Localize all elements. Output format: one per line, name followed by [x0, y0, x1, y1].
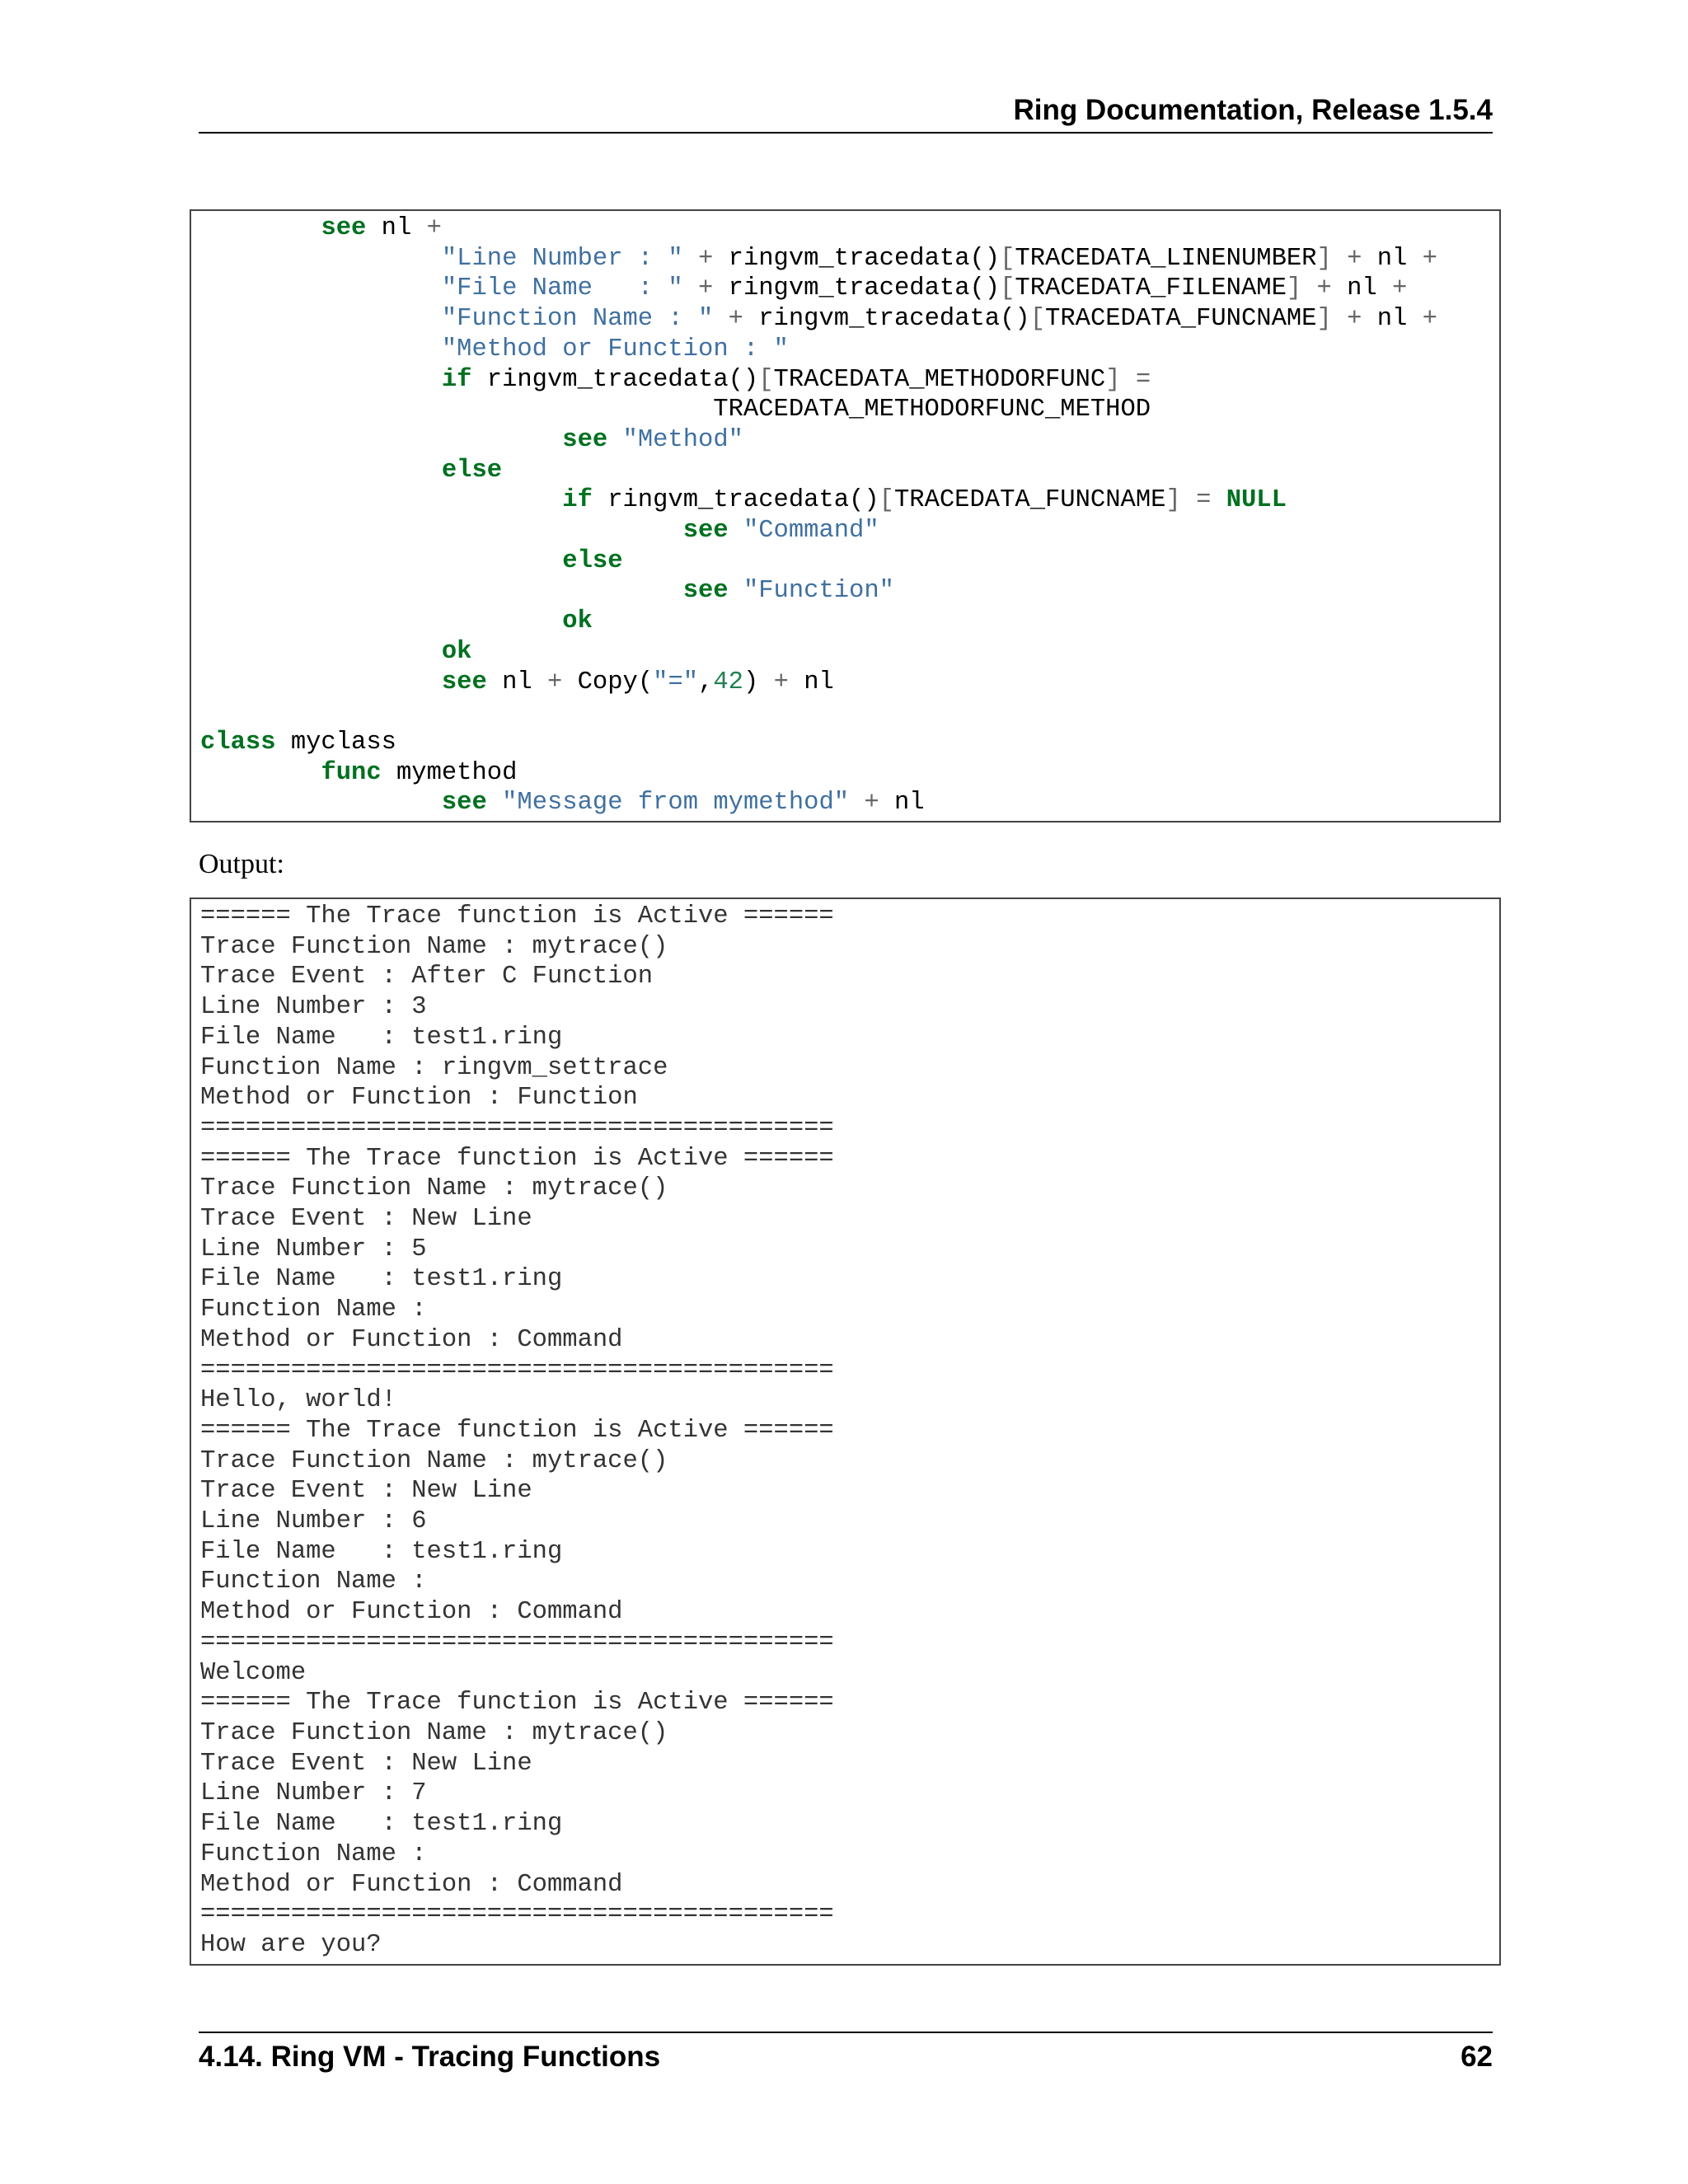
code-token: [	[1029, 305, 1046, 334]
code-token	[200, 335, 442, 363]
code-token: +	[773, 668, 789, 696]
code-block	[190, 209, 1501, 823]
code-token	[200, 759, 321, 787]
code-token: "Function Name : "	[441, 305, 714, 334]
output-line: Line Number : 5	[200, 1235, 427, 1263]
output-line: ====== The Trace function is Active ======	[200, 1416, 834, 1445]
output-line: ====== The Trace function is Active ======	[200, 902, 834, 930]
code-token: ,	[698, 668, 714, 696]
code-token: nl	[879, 789, 925, 818]
code-token	[200, 517, 683, 545]
code-line	[200, 396, 1151, 424]
code-token: ]	[1316, 244, 1332, 273]
output-line: Function Name : ringvm_settrace	[200, 1053, 668, 1082]
code-line	[200, 457, 502, 485]
code-token	[200, 607, 562, 635]
code-token: ]	[1165, 486, 1181, 515]
code-token: +	[1347, 305, 1362, 334]
output-line: Trace Event : After C Function	[200, 963, 654, 991]
code-line	[200, 638, 471, 666]
output-line: Method or Function : Command	[200, 1325, 623, 1354]
page-footer	[199, 2032, 1493, 2081]
code-token	[200, 214, 321, 242]
code-token: +	[1347, 244, 1362, 273]
code-token: TRACEDATA_FUNCNAME	[1045, 305, 1317, 334]
code-token	[1332, 245, 1347, 273]
code-token: +	[864, 789, 879, 818]
code-token: else	[562, 546, 623, 575]
code-token	[200, 305, 442, 333]
output-line: Line Number : 3	[200, 993, 427, 1022]
code-token: "File Name : "	[441, 274, 683, 303]
code-token: +	[1422, 244, 1437, 273]
code-line	[200, 366, 1151, 394]
code-token: see	[682, 577, 729, 606]
code-token: +	[728, 305, 743, 334]
code-token	[729, 517, 743, 545]
code-token: TRACEDATA_METHODORFUNC	[773, 365, 1106, 394]
code-token: "Method"	[622, 425, 743, 454]
code-token	[200, 486, 562, 514]
code-token	[200, 577, 683, 605]
code-token: Copy(	[562, 668, 654, 696]
code-token	[200, 426, 562, 454]
code-line	[200, 668, 834, 696]
output-line: How are you?	[200, 1930, 382, 1959]
code-token: ok	[562, 607, 593, 636]
output-line: Trace Function Name : mytrace()	[200, 1174, 668, 1203]
code-token: ringvm_tracedata()	[471, 365, 759, 394]
code-token: =	[1135, 365, 1151, 394]
code-token: see	[441, 789, 487, 818]
output-line: File Name : test1.ring	[200, 1810, 563, 1839]
code-token	[713, 305, 728, 333]
code-token: ringvm_tracedata()	[592, 486, 879, 515]
page-number: 62	[1461, 2041, 1493, 2073]
code-token: ]	[1316, 305, 1332, 334]
code-line	[200, 245, 1437, 273]
output-line: ====== The Trace function is Active ======	[200, 1689, 834, 1718]
code-token: see	[441, 668, 487, 696]
code-token	[200, 547, 562, 575]
output-line: ==========================================	[200, 1628, 834, 1657]
code-token: "Function"	[743, 577, 894, 606]
output-block	[190, 898, 1501, 1966]
code-token: ringvm_tracedata()	[713, 244, 1001, 273]
code-token: nl	[1362, 305, 1423, 334]
code-token: nl	[1331, 274, 1393, 303]
code-token: +	[1422, 305, 1437, 334]
output-line: ====== The Trace function is Active ======	[200, 1144, 834, 1173]
code-token	[1332, 305, 1347, 333]
code-line	[200, 517, 879, 545]
code-token	[683, 274, 698, 302]
code-token	[200, 789, 442, 817]
code-token	[200, 457, 442, 485]
code-token: else	[441, 456, 503, 485]
code-token: class	[200, 728, 276, 757]
output-line: Function Name :	[200, 1296, 427, 1324]
code-token	[729, 577, 743, 605]
output-line: ==========================================	[200, 1113, 834, 1142]
code-token: myclass	[275, 728, 396, 757]
output-line: Welcome	[200, 1658, 307, 1687]
output-line: Function Name :	[200, 1568, 427, 1596]
code-token: ]	[1105, 365, 1121, 394]
output-line: File Name : test1.ring	[200, 1023, 563, 1052]
output-line: Trace Event : New Line	[200, 1205, 532, 1234]
code-token: see	[682, 517, 729, 546]
code-token: ok	[441, 637, 472, 666]
code-token: 42	[713, 668, 743, 696]
code-line	[200, 607, 593, 635]
code-token	[1301, 274, 1316, 302]
code-token: +	[698, 244, 714, 273]
footer-section: 4.14. Ring VM - Tracing Functions	[199, 2041, 661, 2073]
code-token: if	[441, 365, 472, 394]
code-token: ringvm_tracedata()	[743, 305, 1030, 334]
code-token: +	[1392, 274, 1408, 303]
page-header	[199, 89, 1493, 134]
output-line: ==========================================	[200, 1900, 834, 1929]
code-token: see	[321, 214, 367, 242]
code-token: +	[547, 668, 563, 696]
code-token: TRACEDATA_FUNCNAME	[893, 486, 1166, 515]
code-token	[200, 366, 442, 394]
code-token: nl	[486, 668, 547, 696]
output-line: Line Number : 6	[200, 1507, 427, 1536]
output-line: Trace Event : New Line	[200, 1749, 532, 1778]
code-token: "Command"	[743, 517, 879, 546]
code-token: )	[743, 668, 774, 696]
code-line	[200, 486, 1287, 514]
output-line: ==========================================	[200, 1356, 834, 1385]
code-line	[200, 335, 789, 363]
code-token: nl	[1362, 244, 1423, 273]
code-token: NULL	[1226, 486, 1287, 515]
code-token: if	[562, 486, 593, 515]
code-token: TRACEDATA_METHODORFUNC_METHOD	[200, 396, 1151, 424]
code-token: "Line Number : "	[441, 244, 683, 273]
code-token	[849, 789, 864, 817]
code-token: "Method or Function : "	[441, 335, 789, 363]
output-line: File Name : test1.ring	[200, 1265, 563, 1294]
code-line	[200, 426, 743, 454]
code-line	[200, 577, 894, 605]
output-line: Function Name :	[200, 1840, 427, 1868]
code-token	[1181, 486, 1196, 514]
code-token	[487, 789, 502, 817]
code-token: nl	[366, 214, 427, 242]
code-token: [	[879, 486, 894, 515]
code-token: TRACEDATA_LINENUMBER	[1015, 244, 1317, 273]
output-line: Line Number : 7	[200, 1779, 427, 1808]
output-line: Hello, world!	[200, 1386, 396, 1415]
header-title: Ring Documentation, Release 1.5.4	[1013, 94, 1493, 126]
code-token: "Message from mymethod"	[502, 789, 850, 818]
code-token: +	[698, 274, 714, 303]
code-token	[200, 274, 442, 302]
code-line	[200, 214, 442, 242]
output-line: Trace Function Name : mytrace()	[200, 1718, 668, 1747]
code-token	[200, 638, 442, 666]
output-line: Trace Function Name : mytrace()	[200, 932, 668, 961]
output-line: Trace Event : New Line	[200, 1477, 532, 1506]
code-token: =	[1196, 486, 1212, 515]
code-token	[1121, 366, 1136, 394]
code-token	[683, 245, 698, 273]
code-token: nl	[788, 668, 834, 696]
output-label: Output:	[199, 849, 284, 879]
code-line	[200, 547, 623, 575]
code-token: [	[758, 365, 774, 394]
code-token: mymethod	[381, 758, 518, 787]
code-token: see	[562, 425, 608, 454]
code-token: +	[1316, 274, 1332, 303]
code-listing	[200, 213, 1437, 818]
output-line: File Name : test1.ring	[200, 1537, 563, 1566]
code-token: func	[321, 758, 382, 787]
code-line	[200, 789, 925, 817]
code-line	[200, 729, 396, 757]
code-token: "="	[653, 668, 699, 696]
code-token	[200, 668, 442, 696]
code-token: ]	[1286, 274, 1302, 303]
code-line	[200, 759, 517, 787]
output-line: Trace Function Name : mytrace()	[200, 1446, 668, 1475]
output-line: Method or Function : Function	[200, 1084, 638, 1113]
code-token: [	[1000, 274, 1015, 303]
code-line	[200, 305, 1437, 333]
code-token: [	[1000, 244, 1015, 273]
code-token: +	[426, 214, 442, 242]
output-line: Method or Function : Command	[200, 1598, 623, 1627]
code-token: TRACEDATA_FILENAME	[1015, 274, 1287, 303]
code-token	[200, 245, 442, 273]
code-line	[200, 274, 1407, 302]
output-line: Method or Function : Command	[200, 1870, 623, 1899]
output-listing	[200, 902, 834, 1961]
code-token: ringvm_tracedata()	[713, 274, 1001, 303]
code-token	[607, 426, 622, 454]
code-token	[1211, 486, 1226, 514]
